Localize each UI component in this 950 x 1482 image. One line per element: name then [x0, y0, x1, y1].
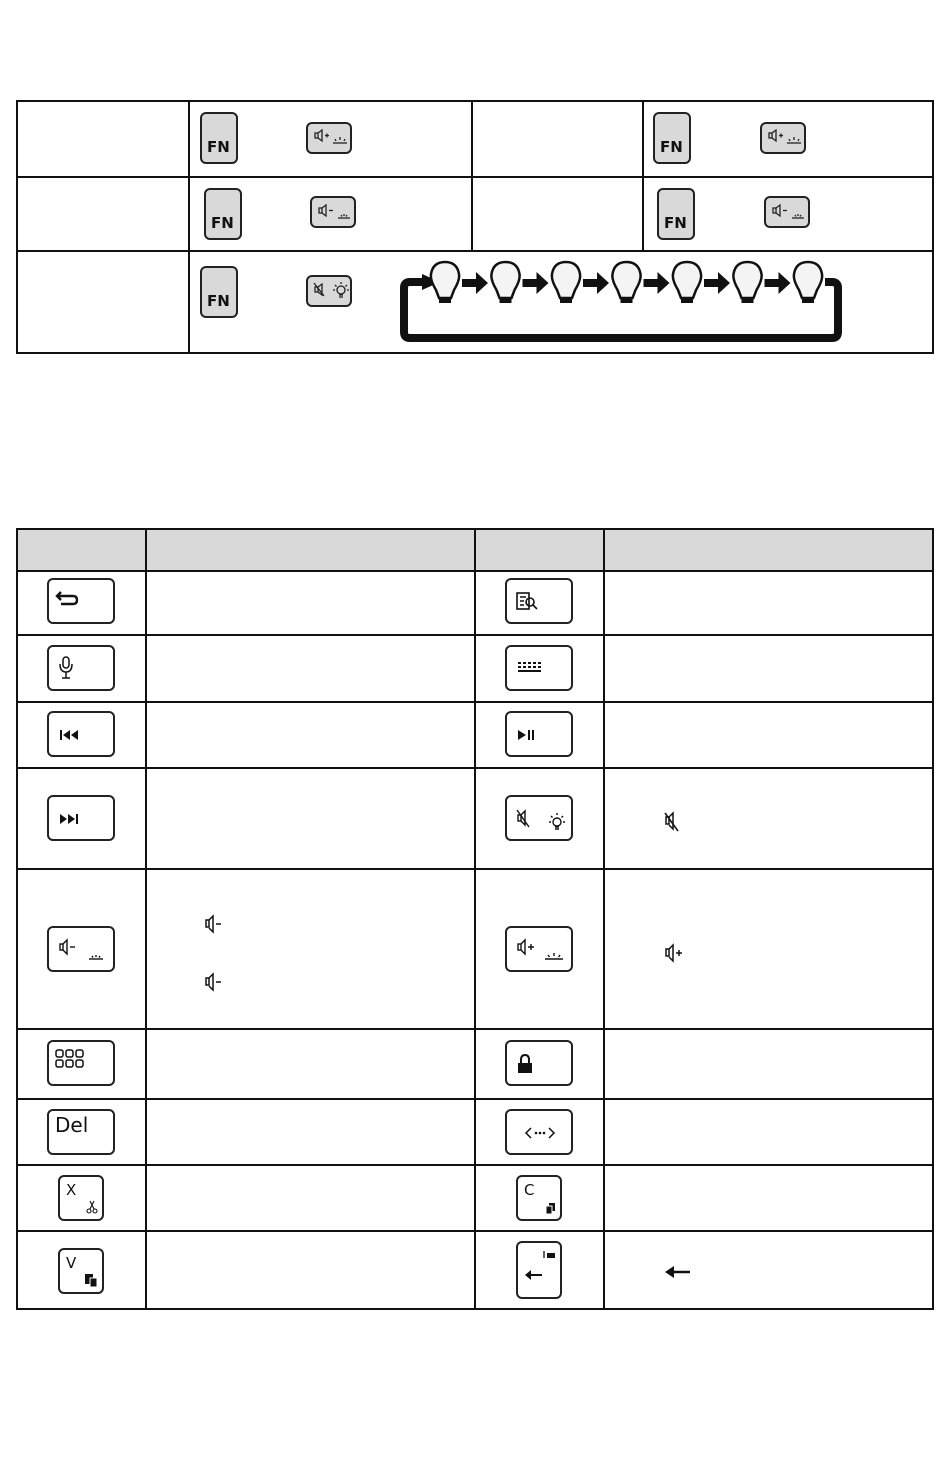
function-keys-table	[16, 528, 934, 1310]
bulb-icon	[794, 262, 822, 298]
bulb-base	[500, 298, 512, 303]
previous-track-icon	[49, 713, 117, 759]
keyboard-key	[505, 645, 573, 691]
fn-key	[657, 188, 695, 240]
volume-up-key	[505, 926, 573, 972]
paste-key-label: V	[66, 1254, 77, 1272]
bulb-icon	[431, 262, 459, 298]
bulb-base	[802, 298, 814, 303]
cycle-arrow	[765, 272, 791, 294]
volume-up-icon	[662, 941, 688, 965]
code-arrows-icon	[507, 1111, 575, 1157]
bulb-base	[560, 298, 572, 303]
fn-key-label: FN	[660, 138, 683, 156]
cycle-arrow	[644, 272, 670, 294]
next-track-icon	[49, 797, 117, 843]
volume-up-backlight-up-icon	[760, 122, 806, 154]
cycle-arrow	[583, 272, 609, 294]
volume-down-icon	[202, 912, 228, 936]
apps-grid-icon	[49, 1042, 117, 1088]
fn-key-label: FN	[664, 214, 687, 232]
volume-down-backlight-down-icon	[310, 196, 356, 228]
volume-down-backlight-down-icon	[49, 928, 117, 974]
play-pause-icon	[507, 713, 575, 759]
bulb-base	[681, 298, 693, 303]
volume-down-key	[47, 926, 115, 972]
volume-down-icon	[202, 970, 228, 994]
volume-up-backlight-up-icon	[306, 122, 352, 154]
bulb-icon	[491, 262, 519, 298]
fn-key	[200, 112, 238, 164]
volume-up-backlight-up-icon	[507, 928, 575, 974]
previous-track-key	[47, 711, 115, 757]
apps-key	[47, 1040, 115, 1086]
search-key	[505, 578, 573, 624]
volume-down-backlight-down-icon	[764, 196, 810, 228]
bulb-icon	[612, 262, 640, 298]
search-doc-icon	[507, 580, 575, 626]
bulb-base	[439, 298, 451, 303]
left-arrow-icon	[662, 1262, 692, 1282]
fn-key-label: FN	[207, 138, 230, 156]
cycle-arrow	[462, 272, 488, 294]
fn-key	[204, 188, 242, 240]
delete-key-label: Del	[55, 1113, 89, 1137]
cut-key-label: X	[66, 1181, 77, 1199]
cut-key	[58, 1175, 104, 1221]
bulb-icon	[552, 262, 580, 298]
fn-key	[653, 112, 691, 164]
cycle-arrow	[704, 272, 730, 294]
bulb-icon	[733, 262, 761, 298]
fn-key-label: FN	[207, 292, 230, 310]
copy-key-label: C	[524, 1181, 535, 1199]
paste-key	[58, 1248, 104, 1294]
lock-icon	[507, 1042, 575, 1088]
bulb-base	[621, 298, 633, 303]
delete-key	[47, 1109, 115, 1155]
mute-light-icon	[507, 797, 575, 843]
mute-light-icon	[306, 275, 352, 307]
mute-light-key	[505, 795, 573, 841]
fn-key	[200, 266, 238, 318]
play-pause-key	[505, 711, 573, 757]
copy-key	[516, 1175, 562, 1221]
bulb-icon	[673, 262, 701, 298]
back-key	[47, 578, 115, 624]
home-back-arrow-icon	[518, 1243, 564, 1301]
mute-icon	[662, 810, 684, 834]
cycle-arrow	[523, 272, 549, 294]
microphone-icon	[49, 647, 117, 693]
code-key	[505, 1109, 573, 1155]
lock-key	[505, 1040, 573, 1086]
fn-key-label: FN	[211, 214, 234, 232]
microphone-key	[47, 645, 115, 691]
home-back-key	[516, 1241, 562, 1299]
next-track-key	[47, 795, 115, 841]
bulb-base	[742, 298, 754, 303]
back-icon	[49, 580, 117, 626]
keyboard-icon	[507, 647, 575, 693]
backlight-cycle-diagram	[400, 260, 850, 345]
